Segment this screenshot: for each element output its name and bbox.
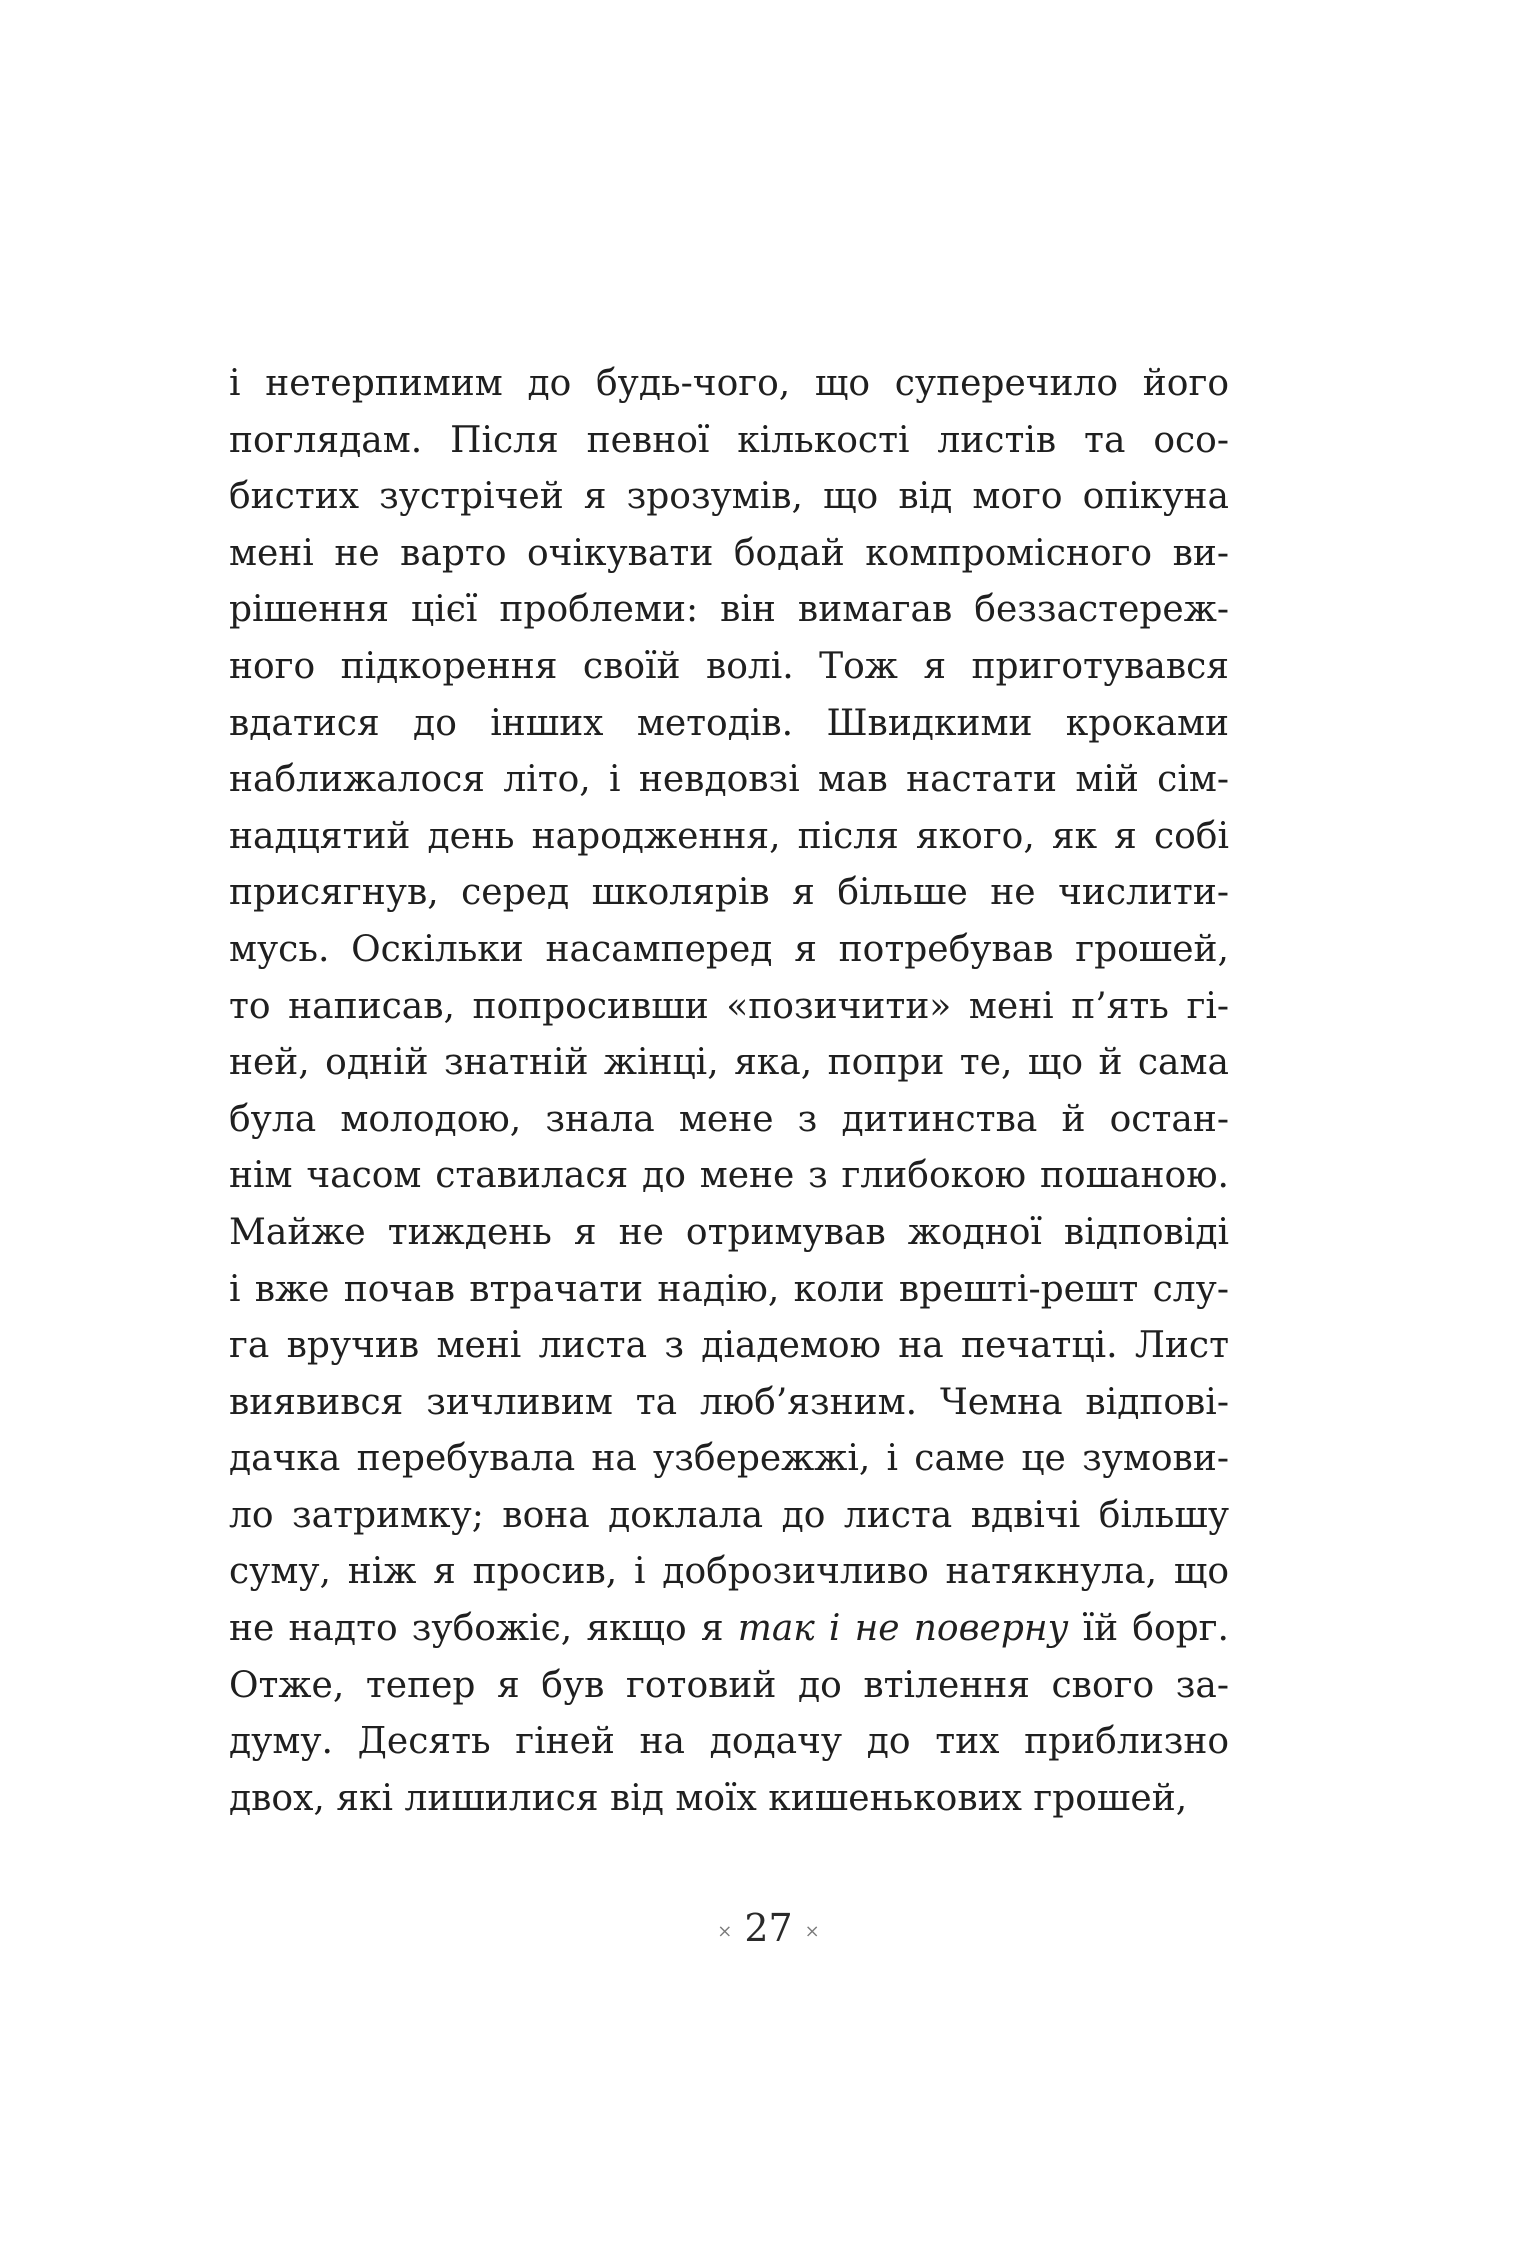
page-number-value: 27: [744, 1906, 793, 1950]
text-run: не надто зубожіє, якщо я: [229, 1608, 738, 1650]
text-line: думу. Десять гіней на додачу до тих приблизно: [229, 1721, 1229, 1763]
text-line: бистих зустрічей я зрозумів, що від мого опікуна: [229, 476, 1229, 518]
text-line: Майже тиждень я не отримував жодної відповіді: [229, 1211, 1229, 1253]
text-line: ного підкорення своїй волі. Тож я приготувався: [229, 645, 1229, 687]
text-line: ней, одній знатній жінці, яка, попри те, що й сама: [229, 1042, 1229, 1084]
text-line: присягнув, серед школярів я більше не числити-: [229, 872, 1229, 914]
text-line: то написав, попросивши «позичити» мені п’ять гі-: [229, 985, 1229, 1027]
folio-ornament-right-icon: ×: [804, 1920, 820, 1942]
text-line: поглядам. Після певної кількості листів та осо-: [229, 419, 1229, 461]
text-line: дачка перебувала на узбережжі, і саме це зумови-: [229, 1438, 1229, 1480]
text-line: наближалося літо, і невдовзі мав настати мій сім-: [229, 759, 1229, 801]
text-line: га вручив мені листа з діадемою на печатці. Лист: [229, 1325, 1229, 1367]
text-line-with-italic: [229, 1601, 1229, 1658]
text-line: рішення цієї проблеми: він вимагав беззастереж-: [229, 589, 1229, 631]
text-line: виявився зичливим та люб’язним. Чемна відпові-: [229, 1381, 1229, 1423]
text-run: їй борг.: [1068, 1608, 1229, 1650]
italic-emphasis: так і не поверну: [737, 1608, 1069, 1650]
text-line: Отже, тепер я був готовий до втілення свого за-: [229, 1664, 1229, 1706]
text-line: нім часом ставилася до мене з глибокою пошаною.: [229, 1155, 1229, 1197]
page-number: [0, 1900, 1537, 1960]
text-line: двох, які лишилися від моїх кишенькових грошей,: [229, 1777, 1188, 1819]
text-line: ло затримку; вона доклала до листа вдвічі більшу: [229, 1494, 1229, 1536]
text-line: була молодою, знала мене з дитинства й остан-: [229, 1098, 1229, 1140]
text-line: і вже почав втрачати надію, коли врешті-решт слу-: [229, 1268, 1229, 1310]
text-line: і нетерпимим до будь-чого, що суперечило його: [229, 363, 1229, 404]
text-line: вдатися до інших методів. Швидкими кроками: [229, 702, 1229, 744]
folio-ornament-left-icon: ×: [717, 1920, 733, 1942]
text-line: мусь. Оскільки насамперед я потребував грошей,: [229, 928, 1229, 970]
text-line: мені не варто очікувати бодай компромісного ви-: [229, 532, 1229, 574]
text-line: суму, ніж я просив, і доброзичливо натякнула, що: [229, 1551, 1229, 1593]
text-line: надцятий день народження, після якого, як я собі: [229, 815, 1229, 857]
body-text: [229, 356, 1229, 1827]
